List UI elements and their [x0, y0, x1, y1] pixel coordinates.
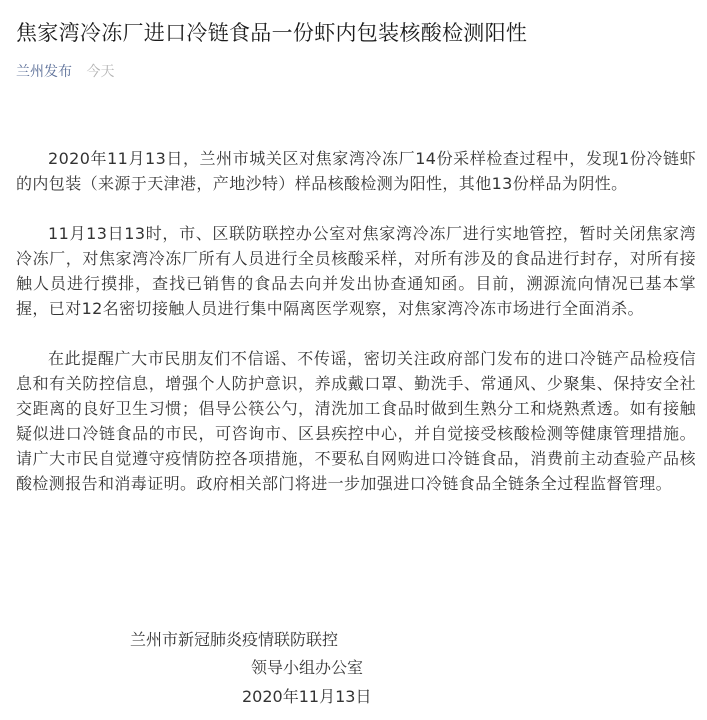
article-body	[16, 146, 696, 521]
signature-date: 2020年11月13日	[242, 687, 372, 706]
signature-office: 领导小组办公室	[251, 658, 364, 677]
paragraph-3: 在此提醒广大市民朋友们不信谣、不传谣，密切关注政府部门发布的进口冷链产品检疫信息和有关防控信息，增强个人防护意识，养成戴口罩、勤洗手、常通风、少聚集、保持安全社交距离的良好卫生习惯；倡导公筷公勺，清洗加工食品时做到生熟分工和烧熟煮透。如有接触疑似进口冷链食品的市民，可咨询市、区县疾控中心，并自觉接受核酸检测等健康管理措施。请广大市民自觉遵守疫情防控各项措施，不要私自网购进口冷链食品，消费前主动查验产品核酸检测报告和消毒证明。政府相关部门将进一步加强进口冷链食品全链条全过程监督管理。	[16, 349, 696, 493]
source-link[interactable]: 兰州发布	[16, 64, 72, 80]
publish-time: 今天	[86, 64, 115, 80]
signature-org: 兰州市新冠肺炎疫情联防联控	[130, 630, 339, 649]
article-title: 焦家湾冷冻厂进口冷链食品一份虾内包装核酸检测阳性	[16, 21, 528, 45]
article-meta	[16, 62, 114, 82]
paragraph-1: 2020年11月13日，兰州市城关区对焦家湾冷冻厂14份采样检查过程中，发现1份冷链虾的内包装（来源于天津港，产地沙特）样品核酸检测为阳性，其他13份样品为阴性。	[16, 149, 696, 193]
paragraph-2: 11月13日13时，市、区联防联控办公室对焦家湾冷冻厂进行实地管控，暂时关闭焦家湾冷冻厂，对焦家湾冷冻厂所有人员进行全员核酸采样，对所有涉及的食品进行封存，对所有接触人员进行摸排，查找已销售的食品去向并发出协查通知函。目前，溯源流向情况已基本掌握，已对12名密切接触人员进行集中隔离医学观察，对焦家湾冷冻市场进行全面消杀。	[16, 224, 696, 318]
